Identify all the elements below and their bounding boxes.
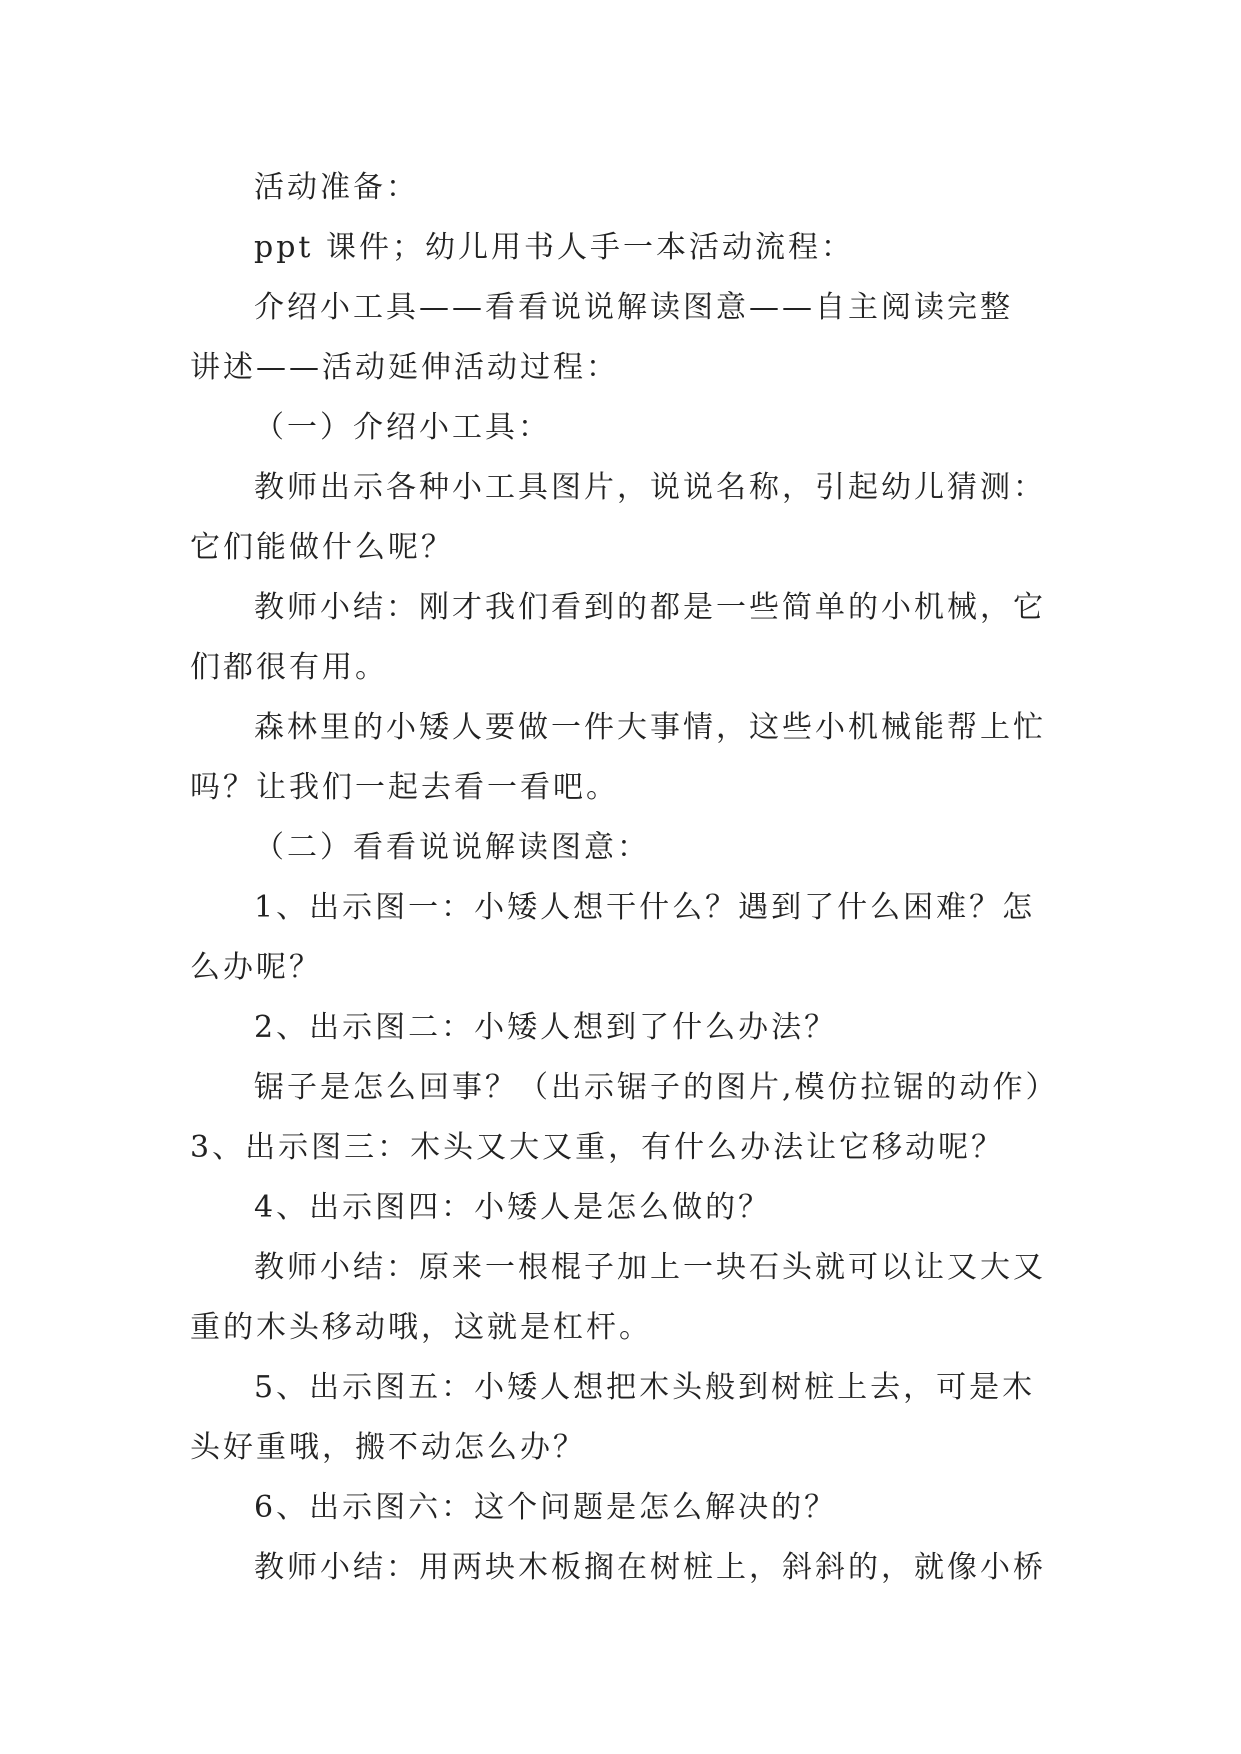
section-heading: （一）介绍小工具： [254, 410, 551, 445]
text-line: 教师小结：原来一根棍子加上一块石头就可以让又大又 [254, 1250, 1046, 1285]
text-line: 吗？让我们一起去看一看吧。 [190, 770, 619, 805]
text-line: 6、出示图六：这个问题是怎么解决的？ [254, 1490, 838, 1525]
text-line: 教师小结：用两块木板搁在树桩上，斜斜的，就像小桥 [254, 1550, 1046, 1585]
text-line: 介绍小工具——看看说说解读图意——自主阅读完整 [254, 290, 1013, 325]
text-line: 活动准备： [254, 170, 419, 205]
text-line: 5、出示图五：小矮人想把木头般到树桩上去，可是木 [254, 1370, 1036, 1405]
text-line: 教师小结：刚才我们看到的都是一些简单的小机械，它 [254, 590, 1046, 625]
text-line: 2、出示图二：小矮人想到了什么办法？ [254, 1010, 838, 1045]
text-line: 3、出示图三：木头又大又重，有什么办法让它移动呢？ [190, 1130, 1005, 1165]
text-line: 森林里的小矮人要做一件大事情，这些小机械能帮上忙 [254, 710, 1046, 745]
text-line: 4、出示图四：小矮人是怎么做的？ [254, 1190, 772, 1225]
section-heading: （二）看看说说解读图意： [254, 830, 650, 865]
text-line: ppt 课件；幼儿用书人手一本活动流程： [254, 230, 854, 265]
text-line: 1、出示图一：小矮人想干什么？遇到了什么困难？怎 [254, 890, 1036, 925]
text-line: 教师出示各种小工具图片，说说名称，引起幼儿猜测： [254, 470, 1046, 505]
text-line: 它们能做什么呢？ [190, 530, 454, 565]
text-line: 们都很有用。 [190, 650, 388, 685]
text-line: 头好重哦，搬不动怎么办？ [190, 1430, 586, 1465]
text-line: 么办呢？ [190, 950, 322, 985]
text-line: 锯子是怎么回事？（出示锯子的图片,模仿拉锯的动作） [254, 1070, 1059, 1105]
text-line: 重的木头移动哦，这就是杠杆。 [190, 1310, 652, 1345]
document-body [190, 158, 1059, 1598]
text-line: 讲述——活动延伸活动过程： [190, 350, 619, 385]
